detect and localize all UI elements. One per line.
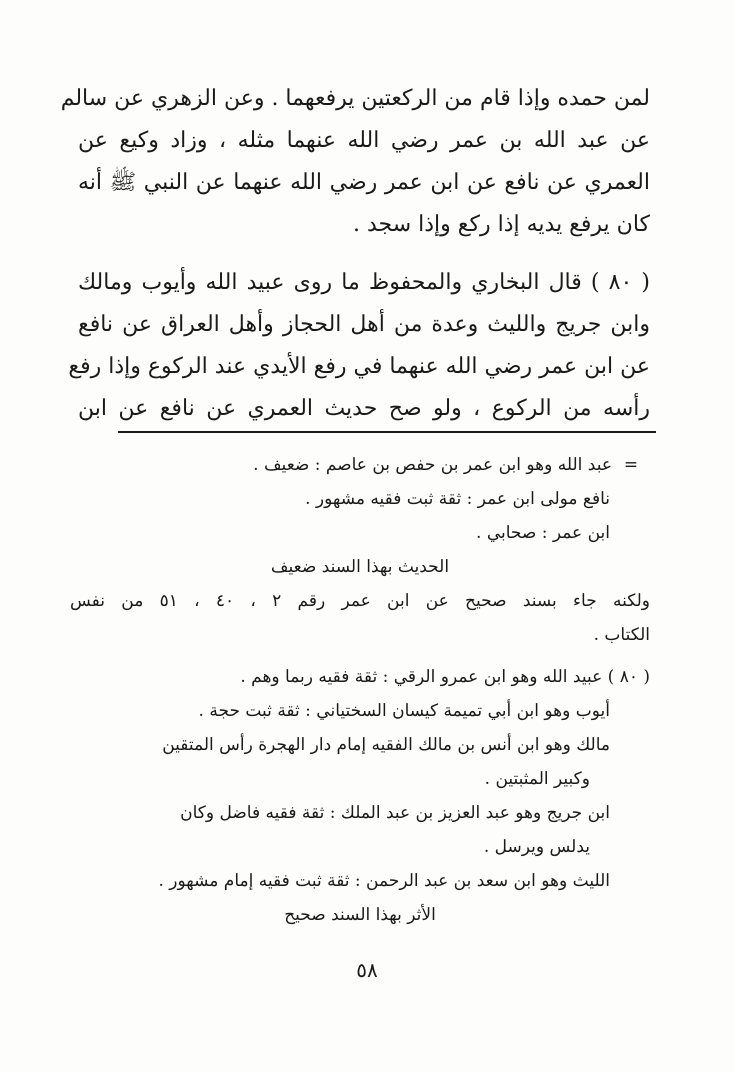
footnote-line: ابن عمر : صحابي .	[476, 523, 610, 543]
footnote-line: يدلس ويرسل .	[483, 837, 590, 857]
footnote-line: أيوب وهو ابن أبي تميمة كيسان السختياني : ثقة ثبت حجة .	[198, 701, 610, 721]
paragraph-2	[68, 262, 650, 430]
footnote-line: مالك وهو ابن أنس بن مالك الفقيه إمام دار الهجرة رأس المتقين	[162, 735, 610, 755]
text-line: رأسه من الركوع ، ولو صح حديث العمري عن نافع عن ابن	[78, 396, 650, 421]
footnote-line	[70, 448, 650, 482]
text-line-last: كان يرفع يديه إذا ركع وإذا سجد .	[352, 212, 650, 237]
text-line: لمن حمده وإذا قام من الركعتين يرفعهما . وعن الزهري عن سالم	[60, 86, 650, 111]
footnote-line: نافع مولى ابن عمر : ثقة ثبت فقيه مشهور .	[305, 489, 610, 509]
footnotes	[70, 448, 650, 932]
page-number: ٥٨	[356, 958, 378, 982]
footnote-line: ( ٨٠ ) عبيد الله وهو ابن عمرو الرقي : ثقة فقيه ربما وهم .	[240, 667, 650, 687]
footnote-line: ولكنه جاء بسند صحيح عن ابن عمر رقم ٢ ، ٤٠ ، ٥١ من نفس	[70, 591, 651, 611]
footnote-verdict: الحديث بهذا السند ضعيف	[270, 557, 450, 577]
footnote-verdict: الأثر بهذا السند صحيح	[284, 905, 436, 925]
text-line: عن ابن عمر رضي الله عنهما في رفع الأيدي عند الركوع وإذا رفع	[68, 354, 650, 379]
footnote-line: الليث وهو ابن سعد بن عبد الرحمن : ثقة ثبت فقيه إمام مشهور .	[158, 871, 610, 891]
text-line: عن عبد الله بن عمر رضي الله عنهما مثله ، وزاد وكيع عن	[78, 128, 650, 153]
text-line: ( ٨٠ ) قال البخاري والمحفوظ ما روى عبيد الله وأيوب ومالك	[78, 270, 650, 295]
continuation-marker: =	[623, 455, 639, 475]
footnote-divider	[118, 431, 656, 433]
paragraph-1	[60, 78, 650, 246]
footnote-line: ابن جريج وهو عبد العزيز بن عبد الملك : ثقة فقيه فاضل وكان	[180, 803, 610, 823]
text-line: وابن جريج والليث وعدة من أهل الحجاز وأهل العراق عن نافع	[78, 312, 650, 337]
main-text	[60, 78, 650, 430]
text-line: العمري عن نافع عن ابن عمر رضي الله عنهما عن النبي ﷺ أنه	[78, 170, 650, 195]
footnote-text: عبد الله وهو ابن عمر بن حفص بن عاصم : ضعيف .	[253, 455, 612, 475]
footnote-line: وكبير المثبتين .	[484, 769, 590, 789]
footnote-line: الكتاب .	[593, 625, 650, 645]
